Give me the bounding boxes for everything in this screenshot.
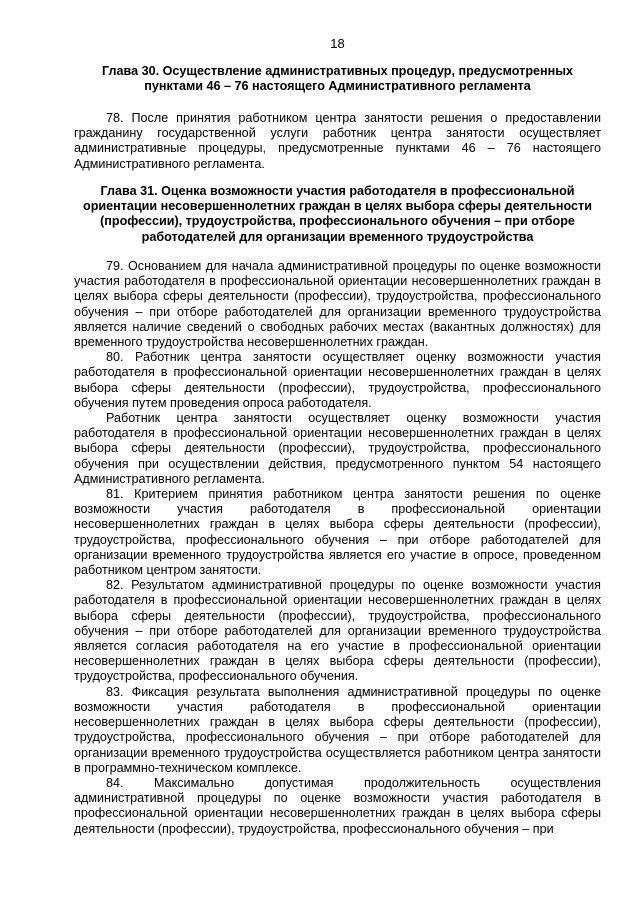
paragraph-78: 78. После принятия работником центра занятости решения о предоставлении гражданину государственной услуги работник центра занятости осуществляет административные процедуры, предусмотренные пунктами 46 – 76 настоящего Административного регламента.: [74, 111, 601, 171]
paragraph-81: 81. Критерием принятия работником центра занятости решения по оценке возможности участия работодателя в профессиональной ориентации несовершеннолетних граждан в целях выбора сферы деятельности (профессии), трудоустройства, профессионального обучения – при отборе работодателей для организации временного трудоустройства является его участие в опросе, проведенном работником центром занятости.: [74, 487, 601, 578]
chapter-30-heading: Глава 30. Осуществление административных процедур, предусмотренных пунктами 46 – 76 настоящего Административного регламента: [101, 64, 574, 94]
paragraph-84: 84. Максимально допустимая продолжительность осуществления административной процедуры по оценке возможности участия работодателя в профессиональной ориентации несовершеннолетних граждан в целях выбора сферы деятельности (профессии), трудоустройства, профессионального обучения – при: [74, 775, 601, 836]
paragraph-83: 83. Фиксация результата выполнения административной процедуры по оценке возможности участия работодателя в профессиональной ориентации несовершеннолетних граждан в целях выбора сферы деятельности (профессии), трудоустройства, профессионального обучения – при отборе работодателей для организации временного трудоустройства осуществляется работником центра занятости в программно-техническом комплексе.: [74, 684, 601, 775]
paragraph-80: 80. Работник центра занятости осуществляет оценку возможности участия работодателя в профессиональной ориентации несовершеннолетних граждан в целях выбора сферы деятельности (профессии), трудоустройства, профессионального обучения путем проведения опроса работодателя.: [74, 350, 601, 410]
page-number: 18: [330, 36, 345, 51]
paragraph-80-continued: Работник центра занятости осуществляет оценку возможности участия работодателя в профессиональной ориентации несовершеннолетних граждан в целях выбора сферы деятельности (профессии), трудоустройства, профессионального обучения при осуществлении действия, предусмотренного пунктом 54 настоящего Административного регламента.: [74, 411, 601, 486]
paragraph-79: 79. Основанием для начала административной процедуры по оценке возможности участия работодателя в профессиональной ориентации несовершеннолетних граждан в целях выбора сферы деятельности (профессии), трудоустройства, профессионального обучения – при отборе работодателей для организации временного трудоустройства является наличие сведений о свободных рабочих местах (вакантных должностях) для временного трудоустройства несовершеннолетних граждан.: [74, 259, 601, 350]
paragraph-82: 82. Результатом административной процедуры по оценке возможности участия работодателя в профессиональной ориентации несовершеннолетних граждан в целях выбора сферы деятельности (профессии), трудоустройства, профессионального обучения – при отборе работодателей для организации временного трудоустройства является согласия работодателя на его участие в профессиональной ориентации несовершеннолетних граждан в целях выбора сферы деятельности (профессии), трудоустройства, профессионального обучения.: [74, 578, 601, 684]
chapter-31-heading: Глава 31. Оценка возможности участия работодателя в профессиональной ориентации несовершеннолетних граждан в целях выбора сферы деятельности (профессии), трудоустройства, профессионального обучения – при отборе работодателей для организации временного трудоустройства: [83, 184, 592, 244]
paragraph-78-block: [74, 111, 601, 172]
body-text-block: [74, 259, 601, 837]
